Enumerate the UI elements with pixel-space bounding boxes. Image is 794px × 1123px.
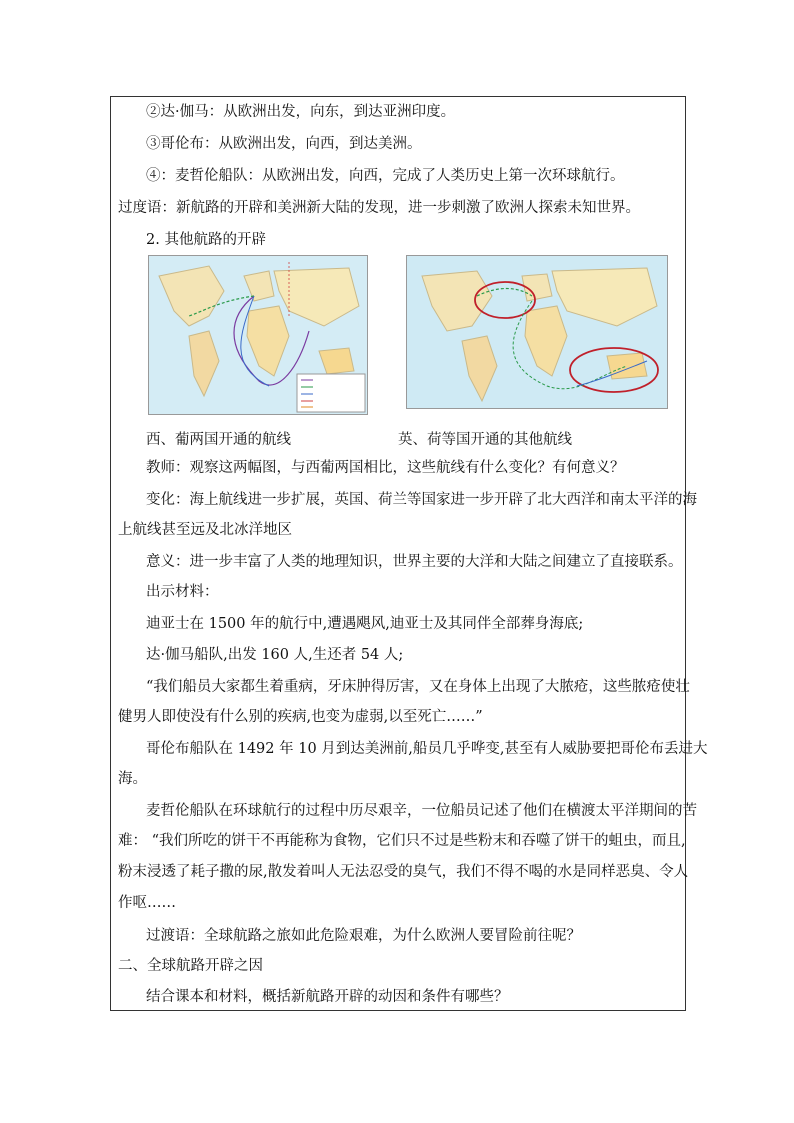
text-line: ②达·伽马：从欧洲出发，向东，到达亚洲印度。: [146, 104, 456, 120]
text-line: 麦哲伦船队在环球航行的过程中历尽艰辛，一位船员记述了他们在横渡太平洋期间的苦: [146, 803, 697, 819]
text-line: 出示材料：: [146, 584, 219, 600]
world-map-image: [149, 256, 367, 414]
text-line: 迪亚士在 1500 年的航行中,遭遇飓风,迪亚士及其同伴全部葬身海底;: [146, 616, 584, 632]
section-heading: 2. 其他航路的开辟: [146, 232, 266, 248]
text-line: ③哥伦布：从欧洲出发，向西，到达美洲。: [146, 136, 422, 152]
text-line: 意义：进一步丰富了人类的地理知识，世界主要的大洋和大陆之间建立了直接联系。: [146, 554, 683, 570]
world-map-image: [407, 256, 667, 408]
section-heading: 二、全球航路开辟之因: [118, 958, 263, 974]
text-line: “我们船员大家都生着重病，牙床肿得厉害，又在身体上出现了大脓疮，这些脓疮使壮: [146, 679, 690, 695]
text-line: 健男人即使没有什么别的疾病,也变为虚弱,以至死亡……”: [118, 709, 483, 725]
text-line: 难： “我们所吃的饼干不再能称为食物，它们只不过是些粉末和吞噬了饼干的蛆虫，而且,: [118, 833, 686, 849]
text-line: 海。: [118, 771, 147, 787]
transition-line: 过度语：新航路的开辟和美洲新大陆的发现，进一步刺激了欧洲人探索未知世界。: [118, 200, 640, 216]
text-line: 作呕……: [118, 895, 176, 911]
map-england-holland-routes: [406, 255, 668, 409]
text-line: 哥伦布船队在 1492 年 10 月到达美洲前,船员几乎哗变,甚至有人威胁要把哥伦布丢进大: [146, 741, 708, 757]
text-line: 教师：观察这两幅图，与西葡两国相比，这些航线有什么变化？有何意义？: [146, 460, 625, 476]
text-line: 上航线甚至远及北冰洋地区: [118, 522, 292, 538]
text-line: 粉末浸透了耗子撒的尿,散发着叫人无法忍受的臭气，我们不得不喝的水是同样恶臭、令人: [118, 864, 689, 880]
text-line: 变化：海上航线进一步扩展，英国、荷兰等国家进一步开辟了北大西洋和南太平洋的海: [146, 492, 697, 508]
text-line: ④：麦哲伦船队：从欧洲出发，向西，完成了人类历史上第一次环球航行。: [146, 168, 625, 184]
right-map-caption: 英、荷等国开通的其他航线: [398, 432, 572, 448]
text-line: 结合课本和材料，概括新航路开辟的动因和条件有哪些？: [146, 989, 509, 1005]
left-map-caption: 西、葡两国开通的航线: [146, 432, 291, 448]
text-line: 达·伽马船队,出发 160 人,生还者 54 人;: [146, 647, 404, 663]
text-line: 过渡语：全球航路之旅如此危险艰难，为什么欧洲人要冒险前往呢？: [146, 928, 581, 944]
map-spain-portugal-routes: [148, 255, 368, 415]
